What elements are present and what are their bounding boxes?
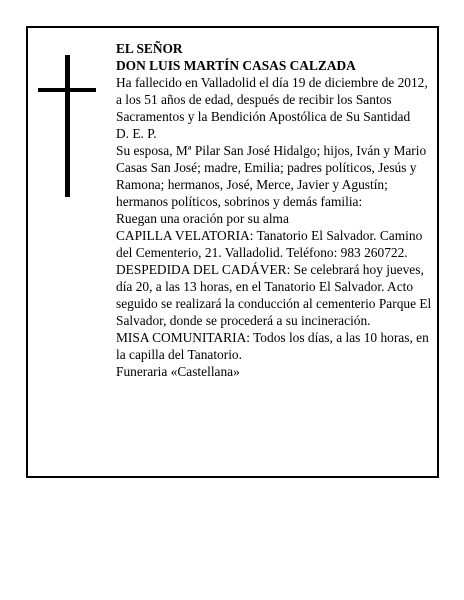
obituary-notice [26, 26, 439, 478]
farewell-info: DESPEDIDA DEL CADÁVER: Se celebrará hoy jueves, día 20, a las 13 horas, en el Tanatorio El Salvador. Acto seguido se realizará la conducción al cementerio Parque El Salvador, donde se procederá a su incineración. [116, 262, 432, 328]
mass-info: MISA COMUNITARIA: Todos los días, a las 10 horas, en la capilla del Tanatorio. [116, 330, 429, 362]
rip-line: D. E. P. [116, 126, 157, 141]
family-list: Su esposa, Mª Pilar San José Hidalgo; hijos, Iván y Mario Casas San José; madre, Emilia; padres políticos, Jesús y Ramona; hermanos, José, Merce, Javier y Agustín; hermanos políticos, sobrinos y demás familia: [116, 143, 427, 209]
prayer-request: Ruegan una oración por su alma [116, 211, 289, 226]
death-announcement: Ha fallecido en Valladolid el día 19 de diciembre de 2012, a los 51 años de edad, después de recibir los Santos Sacramentos y la Bendición Apostólica de Su Santidad [116, 75, 428, 124]
deceased-name: DON LUIS MARTÍN CASAS CALZADA [116, 58, 356, 73]
cross-icon [38, 55, 96, 197]
cross-vertical-bar [65, 55, 70, 197]
obituary-text [116, 40, 434, 380]
funeral-home: Funeraria «Castellana» [116, 364, 240, 379]
chapel-info: CAPILLA VELATORIA: Tanatorio El Salvador. Camino del Cementerio, 21. Valladolid. Teléfono: 983 260722. [116, 228, 423, 260]
cross-horizontal-bar [38, 88, 96, 92]
obituary-title: EL SEÑOR [116, 41, 183, 56]
